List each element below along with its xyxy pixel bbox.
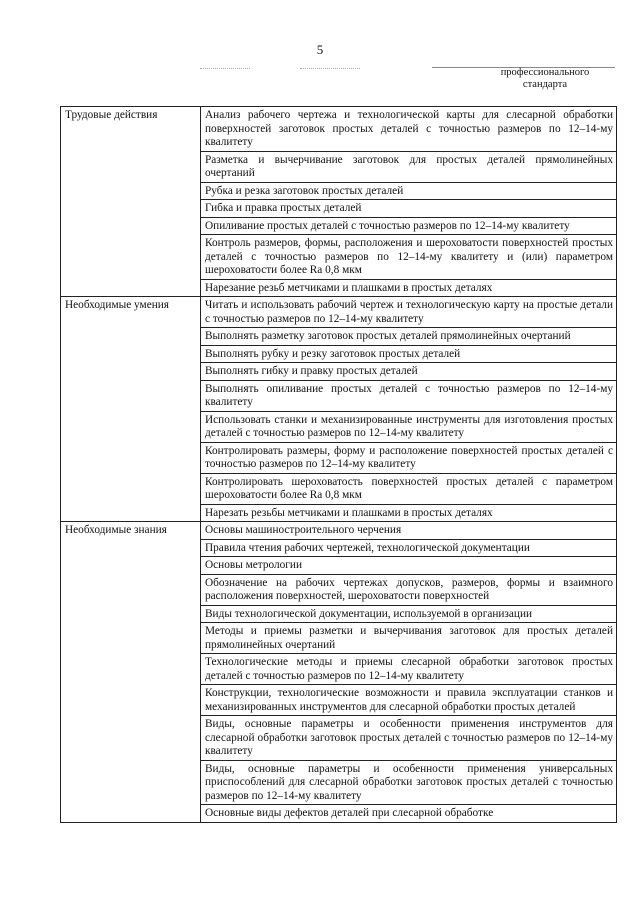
table-cell: Опиливание простых деталей с точностью размеров по 12–14-му квалитету: [201, 217, 617, 235]
table-cell: Нарезать резьбы метчиками и плашками в простых деталях: [201, 504, 617, 522]
table-cell: Основы метрологии: [201, 557, 617, 575]
table-cell: Методы и приемы разметки и вычерчивания заготовок для простых деталей прямолинейных очертаний: [201, 623, 617, 654]
table-cell: Контролировать шероховатость поверхностей простых деталей с параметром шероховатости более Ra 0,8 мкм: [201, 473, 617, 504]
table-cell: Читать и использовать рабочий чертеж и технологическую карту на простые детали с точностью размеров по 12–14-му квалитету: [201, 297, 617, 328]
table-cell: Основные виды дефектов деталей при слесарной обработке: [201, 805, 617, 823]
table-cell: Технологические методы и приемы слесарной обработки заготовок простых деталей с точностью размеров по 12–14-му квалитету: [201, 654, 617, 685]
table-cell: Конструкции, технологические возможности и правила эксплуатации станков и механизированных инструментов для слесарной обработки простых деталей: [201, 685, 617, 716]
table-cell: Выполнять гибку и правку простых деталей: [201, 363, 617, 381]
header-note-line-2: стандарта: [522, 79, 568, 90]
page-number: 5: [316, 42, 324, 57]
section-label-required-skills: Необходимые умения: [61, 297, 201, 522]
table-cell: Виды, основные параметры и особенности применения универсальных приспособлений для слесарной обработки заготовок простых деталей с точностью размеров по 12–14-му квалитету: [201, 760, 617, 805]
scan-artifact: [300, 68, 360, 69]
section-label-labor-actions: Трудовые действия: [61, 107, 201, 297]
table-row: [61, 107, 617, 152]
table-cell: Гибка и правка простых деталей: [201, 200, 617, 218]
requirements-table: [60, 106, 617, 823]
table-cell: Обозначение на рабочих чертежах допусков, размеров, формы и взаимного расположения поверхностей, шероховатости поверхностей: [201, 574, 617, 605]
table-cell: Основы машиностроительного черчения: [201, 522, 617, 540]
table-cell: Выполнять разметку заготовок простых деталей прямолинейных очертаний: [201, 328, 617, 346]
table-row: [61, 297, 617, 328]
table-cell: Выполнять опиливание простых деталей с точностью размеров по 12–14-му квалитету: [201, 380, 617, 411]
table-row: [61, 522, 617, 540]
table-cell: Использовать станки и механизированные инструменты для изготовления простых деталей с точностью размеров по 12–14-му квалитету: [201, 411, 617, 442]
table-cell: Контролировать размеры, форму и расположение поверхностей простых деталей с точностью размеров по 12–14-му квалитету: [201, 442, 617, 473]
table-cell: Рубка и резка заготовок простых деталей: [201, 182, 617, 200]
table-cell: Выполнять рубку и резку заготовок простых деталей: [201, 345, 617, 363]
table-cell: Нарезание резьб метчиками и плашками в простых деталях: [201, 279, 617, 297]
table-cell: Анализ рабочего чертежа и технологической карты для слесарной обработки поверхностей заготовок простых деталей с точностью размеров по 12–14-му квалитету: [201, 107, 617, 152]
scan-artifact: [200, 68, 250, 69]
table-cell: Контроль размеров, формы, расположения и шероховатости поверхностей простых деталей с точностью размеров по 12–14-му квалитету и (или) параметром шероховатости более Ra 0,8 мкм: [201, 235, 617, 280]
header-note: [470, 67, 620, 91]
section-label-required-knowledge: Необходимые знания: [61, 522, 201, 823]
header-note-line-1: профессионального: [500, 67, 590, 78]
table-cell: Виды, основные параметры и особенности применения инструментов для слесарной обработки заготовок простых деталей с точностью размеров по 12–14-му квалитету: [201, 716, 617, 761]
table-cell: Виды технологической документации, используемой в организации: [201, 605, 617, 623]
table-cell: Разметка и вычерчивание заготовок для простых деталей прямолинейных очертаний: [201, 151, 617, 182]
table-cell: Правила чтения рабочих чертежей, технологической документации: [201, 539, 617, 557]
